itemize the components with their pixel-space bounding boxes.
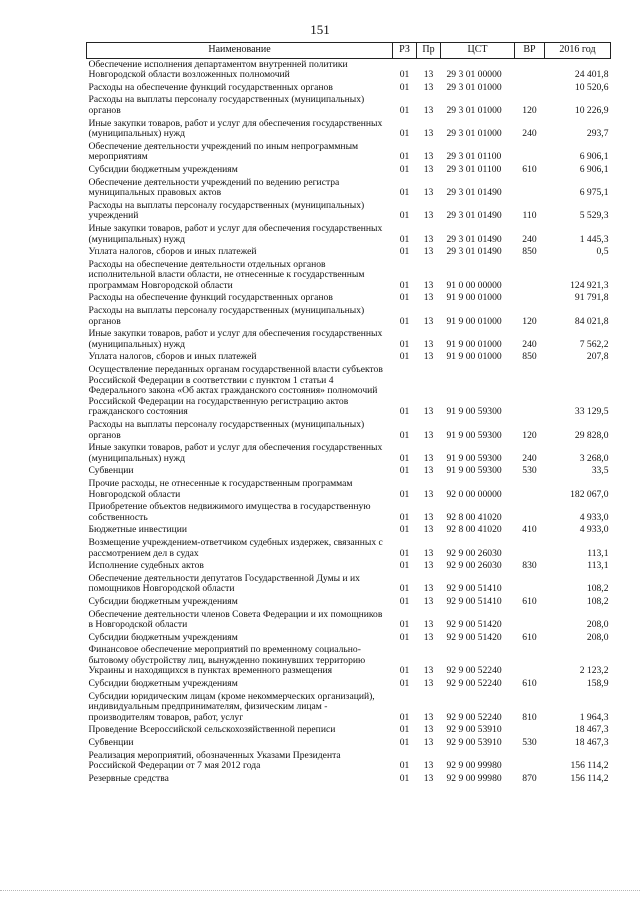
- cell-name: Субсидии бюджетным учреждениям: [88, 678, 238, 690]
- cell-rz: 01: [399, 279, 410, 291]
- cell-cst: 92 9 00 51420: [446, 631, 502, 643]
- cell-name: Прочие расходы, не отнесенные к государственным программам Новгородской области: [88, 477, 353, 500]
- table-row: [87, 442, 611, 465]
- cell-cst: 92 9 00 26030: [446, 560, 502, 572]
- table-row: [87, 501, 611, 524]
- cell-vr: 240: [522, 233, 537, 245]
- cell-name: Уплата налогов, сборов и иных платежей: [88, 246, 257, 258]
- cell-rz: 01: [399, 406, 410, 418]
- cell-cst: 29 3 01 01100: [446, 151, 502, 163]
- cell-name: Возмещение учреждением-ответчиком судебных издержек, связанных с рассмотрением дел в судах: [88, 536, 383, 559]
- cell-name: Субвенции: [88, 737, 134, 749]
- cell-cst: 92 9 00 51410: [446, 583, 502, 595]
- cell-vr: [515, 292, 545, 305]
- cell-name: Субсидии бюджетным учреждениям: [88, 163, 238, 175]
- cell-name: Расходы на выплаты персоналу государственных (муниципальных) органов: [88, 94, 365, 116]
- cell-rz: 01: [399, 560, 410, 572]
- cell-vr: 110: [522, 210, 537, 222]
- cell-pr: 13: [423, 711, 434, 723]
- cell-name: Иные закупки товаров, работ и услуг для обеспечения государственных (муниципальных) нужд: [88, 117, 383, 140]
- cell-pr: 13: [423, 511, 434, 523]
- cell-cst: 29 3 01 01490: [446, 210, 502, 222]
- cell-name: Субсидии бюджетным учреждениям: [88, 631, 238, 643]
- cell-name: Расходы на обеспечение функций государственных органов: [88, 81, 333, 93]
- cell-cst: 92 9 00 52240: [446, 665, 502, 677]
- cell-cst: 92 8 00 41020: [446, 524, 502, 536]
- cell-vr: [515, 609, 545, 632]
- cell-pr: 13: [423, 665, 434, 677]
- cell-rz: 01: [399, 595, 410, 607]
- scan-artifact-line: [0, 890, 640, 892]
- header-name: Наименование: [87, 43, 393, 59]
- cell-name: Обеспечение деятельности учреждений по ведению регистра муниципальных правовых актов: [88, 176, 340, 199]
- cell-amount: 293,7: [586, 128, 609, 140]
- table-row: [87, 82, 611, 95]
- cell-amount: 208,0: [586, 631, 609, 643]
- table-row: [87, 305, 611, 328]
- cell-cst: 92 9 00 99980: [446, 760, 502, 772]
- cell-amount: 207,8: [586, 351, 609, 363]
- cell-amount: 2 123,2: [579, 665, 609, 677]
- cell-vr: 240: [522, 452, 537, 464]
- table-row: [87, 364, 611, 419]
- cell-name: Приобретение объектов недвижимого имущества в государственную собственность: [88, 501, 371, 523]
- table-row: [87, 773, 611, 786]
- table-row: [87, 177, 611, 200]
- cell-vr: 610: [522, 595, 537, 607]
- cell-amount: 6 906,1: [579, 163, 609, 175]
- cell-amount: 208,0: [586, 619, 609, 631]
- cell-rz: 01: [399, 81, 410, 93]
- table-row: [87, 351, 611, 364]
- table-row: [87, 678, 611, 691]
- cell-vr: [515, 537, 545, 560]
- cell-pr: 13: [423, 429, 434, 441]
- table-row: [87, 223, 611, 246]
- cell-pr: 13: [423, 233, 434, 245]
- cell-vr: [515, 501, 545, 524]
- page-number: 151: [310, 22, 330, 37]
- header-year: 2016 год: [545, 43, 611, 59]
- cell-rz: 01: [399, 429, 410, 441]
- cell-name: Исполнение судебных актов: [88, 560, 204, 572]
- cell-amount: 6 975,1: [579, 187, 609, 199]
- cell-rz: 01: [399, 210, 410, 222]
- cell-rz: 01: [399, 104, 410, 116]
- cell-name: Обеспечение деятельности членов Совета Федерации и их помощников в Новгородской области: [88, 608, 383, 631]
- cell-vr: [515, 478, 545, 501]
- cell-cst: 92 9 00 52240: [446, 678, 502, 690]
- cell-rz: 01: [399, 338, 410, 350]
- cell-vr: [515, 750, 545, 773]
- cell-pr: 13: [423, 678, 434, 690]
- table-row: [87, 644, 611, 678]
- cell-cst: 92 9 00 51410: [446, 595, 502, 607]
- table-row: [87, 465, 611, 478]
- cell-rz: 01: [399, 163, 410, 175]
- cell-vr: [515, 364, 545, 419]
- cell-amount: 1 445,3: [579, 233, 609, 245]
- cell-rz: 01: [399, 488, 410, 500]
- cell-cst: 92 9 00 53910: [446, 737, 502, 749]
- cell-vr: [515, 141, 545, 164]
- cell-amount: 24 401,8: [574, 69, 609, 81]
- cell-rz: 01: [399, 678, 410, 690]
- cell-amount: 158,9: [586, 678, 609, 690]
- cell-amount: 6 906,1: [579, 151, 609, 163]
- cell-cst: 91 9 00 01000: [446, 338, 502, 350]
- cell-pr: 13: [423, 151, 434, 163]
- cell-cst: 91 0 00 00000: [446, 279, 502, 291]
- cell-name: Обеспечение деятельности депутатов Государственной Думы и их помощников Новгородской области: [88, 572, 360, 595]
- cell-pr: 13: [423, 187, 434, 199]
- cell-cst: 29 3 01 01490: [446, 246, 502, 258]
- cell-vr: 830: [522, 560, 537, 572]
- cell-amount: 156 114,2: [570, 760, 609, 772]
- cell-vr: 120: [522, 104, 537, 116]
- cell-name: Иные закупки товаров, работ и услуг для обеспечения государственных (муниципальных) нужд: [88, 222, 383, 245]
- table-row: [87, 537, 611, 560]
- table-header-row: [87, 43, 611, 59]
- cell-amount: 29 828,0: [574, 429, 609, 441]
- cell-rz: 01: [399, 69, 410, 81]
- cell-cst: 92 0 00 00000: [446, 488, 502, 500]
- cell-vr: 870: [522, 772, 537, 784]
- cell-cst: 91 9 00 01000: [446, 292, 502, 304]
- table-row: [87, 560, 611, 573]
- cell-rz: 01: [399, 724, 410, 736]
- cell-vr: [515, 82, 545, 95]
- cell-pr: 13: [423, 737, 434, 749]
- cell-pr: 13: [423, 338, 434, 350]
- cell-pr: 13: [423, 631, 434, 643]
- cell-vr: [515, 177, 545, 200]
- cell-cst: 92 9 00 52240: [446, 711, 502, 723]
- table-row: [87, 478, 611, 501]
- cell-name: Расходы на обеспечение деятельности отдельных органов исполнительной власти области, не отнесенные к государственным программам Новгородской области: [88, 258, 365, 291]
- cell-vr: 610: [522, 678, 537, 690]
- cell-vr: 810: [522, 711, 537, 723]
- cell-vr: 120: [522, 315, 537, 327]
- cell-cst: 91 9 00 59300: [446, 452, 502, 464]
- cell-vr: [515, 259, 545, 293]
- cell-rz: 01: [399, 737, 410, 749]
- cell-name: Уплата налогов, сборов и иных платежей: [88, 351, 257, 363]
- table-row: [87, 691, 611, 725]
- cell-amount: 108,2: [586, 595, 609, 607]
- cell-cst: 91 9 00 59300: [446, 406, 502, 418]
- cell-amount: 108,2: [586, 583, 609, 595]
- cell-name: Расходы на обеспечение функций государственных органов: [88, 292, 333, 304]
- cell-cst: 92 9 00 51420: [446, 619, 502, 631]
- cell-vr: 850: [522, 351, 537, 363]
- header-vr: ВР: [515, 43, 545, 59]
- header-cst: ЦСТ: [441, 43, 515, 59]
- cell-amount: 18 467,3: [574, 724, 609, 736]
- cell-vr: [515, 724, 545, 737]
- cell-name: Резервные средства: [88, 772, 169, 784]
- cell-pr: 13: [423, 128, 434, 140]
- cell-vr: 610: [522, 163, 537, 175]
- cell-cst: 91 9 00 01000: [446, 315, 502, 327]
- cell-cst: 91 9 00 59300: [446, 465, 502, 477]
- cell-name: Субсидии бюджетным учреждениям: [88, 595, 238, 607]
- table-row: [87, 632, 611, 645]
- cell-name: Проведение Всероссийской сельскохозяйственной переписи: [88, 724, 336, 736]
- cell-rz: 01: [399, 547, 410, 559]
- table-row: [87, 596, 611, 609]
- cell-rz: 01: [399, 465, 410, 477]
- table-row: [87, 58, 611, 82]
- cell-pr: 13: [423, 210, 434, 222]
- cell-pr: 13: [423, 104, 434, 116]
- cell-pr: 13: [423, 547, 434, 559]
- cell-cst: 92 9 00 53910: [446, 724, 502, 736]
- cell-amount: 7 562,2: [579, 338, 609, 350]
- cell-rz: 01: [399, 452, 410, 464]
- cell-name: Осуществление переданных органам государственной власти субъектов Российской Федерации в соответствии с пунктом 1 статьи 4 Федерального закона «Об актах гражданского состояния» полномочий Российской Федерации на государственную регистрацию актов гражданского состояния: [88, 364, 383, 418]
- cell-vr: 530: [522, 737, 537, 749]
- cell-vr: 240: [522, 128, 537, 140]
- cell-cst: 91 9 00 59300: [446, 429, 502, 441]
- cell-rz: 01: [399, 665, 410, 677]
- cell-name: Субвенции: [88, 465, 134, 477]
- table-row: [87, 737, 611, 750]
- cell-amount: 5 529,3: [579, 210, 609, 222]
- cell-rz: 01: [399, 524, 410, 536]
- cell-pr: 13: [423, 524, 434, 536]
- cell-name: Иные закупки товаров, работ и услуг для обеспечения государственных (муниципальных) нужд: [88, 328, 383, 350]
- table-row: [87, 609, 611, 632]
- table-row: [87, 200, 611, 223]
- cell-rz: 01: [399, 631, 410, 643]
- cell-cst: 92 9 00 99980: [446, 772, 502, 784]
- cell-vr: [515, 573, 545, 596]
- cell-rz: 01: [399, 711, 410, 723]
- cell-vr: 120: [522, 429, 537, 441]
- cell-amount: 124 921,3: [570, 279, 609, 291]
- cell-pr: 13: [423, 81, 434, 93]
- cell-cst: 29 3 01 01000: [446, 128, 502, 140]
- cell-cst: 29 3 01 01490: [446, 233, 502, 245]
- table-row: [87, 246, 611, 259]
- cell-pr: 13: [423, 619, 434, 631]
- cell-pr: 13: [423, 760, 434, 772]
- cell-name: Иные закупки товаров, работ и услуг для обеспечения государственных (муниципальных) нужд: [88, 442, 383, 464]
- table-row: [87, 259, 611, 293]
- cell-pr: 13: [423, 583, 434, 595]
- cell-rz: 01: [399, 233, 410, 245]
- header-pr: Пр: [417, 43, 441, 59]
- cell-rz: 01: [399, 315, 410, 327]
- cell-vr: 410: [522, 524, 537, 536]
- table-row: [87, 141, 611, 164]
- table-row: [87, 419, 611, 442]
- cell-amount: 10 520,6: [574, 81, 609, 93]
- cell-amount: 113,1: [587, 560, 609, 572]
- cell-pr: 13: [423, 772, 434, 784]
- cell-rz: 01: [399, 128, 410, 140]
- cell-vr: 240: [522, 338, 537, 350]
- cell-cst: 29 3 01 01490: [446, 187, 502, 199]
- cell-name: Расходы на выплаты персоналу государственных (муниципальных) органов: [88, 305, 365, 327]
- cell-vr: [515, 58, 545, 82]
- cell-amount: 1 964,3: [579, 711, 609, 723]
- cell-name: Расходы на выплаты персоналу государственных (муниципальных) органов: [88, 419, 365, 441]
- table-row: [87, 164, 611, 177]
- cell-amount: 84 021,8: [574, 315, 609, 327]
- cell-cst: 29 3 01 00000: [446, 69, 502, 81]
- cell-amount: 10 226,9: [574, 104, 609, 116]
- cell-amount: 3 268,0: [579, 452, 609, 464]
- cell-pr: 13: [423, 465, 434, 477]
- cell-vr: [515, 644, 545, 678]
- cell-name: Расходы на выплаты персоналу государственных (муниципальных) учреждений: [88, 199, 365, 222]
- cell-vr: 610: [522, 631, 537, 643]
- cell-name: Обеспечение исполнения департаментом внутренней политики Новгородской области возложенных полномочий: [88, 58, 348, 81]
- cell-rz: 01: [399, 246, 410, 258]
- table-row: [87, 292, 611, 305]
- budget-table: [86, 42, 611, 785]
- cell-rz: 01: [399, 292, 410, 304]
- cell-amount: 113,1: [587, 547, 609, 559]
- cell-vr: 850: [522, 246, 537, 258]
- cell-amount: 18 467,3: [574, 737, 609, 749]
- cell-pr: 13: [423, 315, 434, 327]
- cell-cst: 29 3 01 01100: [446, 163, 502, 175]
- cell-rz: 01: [399, 151, 410, 163]
- cell-name: Реализация мероприятий, обозначенных Указами Президента Российской Федерации от 7 мая 2012 года: [88, 749, 341, 772]
- table-row: [87, 524, 611, 537]
- cell-name: Обеспечение деятельности учреждений по иным непрограммным мероприятиям: [88, 140, 359, 163]
- cell-rz: 01: [399, 583, 410, 595]
- cell-pr: 13: [423, 724, 434, 736]
- cell-rz: 01: [399, 187, 410, 199]
- cell-amount: 0,5: [596, 246, 609, 258]
- cell-amount: 4 933,0: [579, 524, 609, 536]
- cell-vr: 530: [522, 465, 537, 477]
- table-row: [87, 573, 611, 596]
- table-row: [87, 118, 611, 141]
- cell-pr: 13: [423, 452, 434, 464]
- cell-pr: 13: [423, 279, 434, 291]
- table-body: [87, 58, 611, 785]
- cell-cst: 29 3 01 01000: [446, 81, 502, 93]
- cell-cst: 92 9 00 26030: [446, 547, 502, 559]
- header-rz: РЗ: [393, 43, 417, 59]
- cell-amount: 156 114,2: [570, 772, 609, 784]
- cell-pr: 13: [423, 595, 434, 607]
- cell-pr: 13: [423, 488, 434, 500]
- cell-pr: 13: [423, 246, 434, 258]
- cell-cst: 29 3 01 01000: [446, 104, 502, 116]
- cell-pr: 13: [423, 351, 434, 363]
- cell-name: Финансовое обеспечение мероприятий по временному социально-бытовому обустройству лиц, вынужденно покинувших территорию Украины и находящихся в пунктах временного размещения: [88, 644, 366, 677]
- cell-pr: 13: [423, 406, 434, 418]
- cell-pr: 13: [423, 69, 434, 81]
- cell-amount: 182 067,0: [570, 488, 609, 500]
- cell-pr: 13: [423, 560, 434, 572]
- cell-rz: 01: [399, 351, 410, 363]
- cell-amount: 33,5: [591, 465, 609, 477]
- table-row: [87, 328, 611, 351]
- cell-rz: 01: [399, 760, 410, 772]
- table-row: [87, 750, 611, 773]
- table-row: [87, 724, 611, 737]
- cell-rz: 01: [399, 511, 410, 523]
- cell-name: Бюджетные инвестиции: [88, 524, 187, 536]
- table-row: [87, 94, 611, 117]
- cell-amount: 91 791,8: [574, 292, 609, 304]
- cell-pr: 13: [423, 292, 434, 304]
- cell-rz: 01: [399, 772, 410, 784]
- cell-cst: 92 8 00 41020: [446, 511, 502, 523]
- cell-amount: 4 933,0: [579, 511, 609, 523]
- cell-rz: 01: [399, 619, 410, 631]
- cell-name: Субсидии юридическим лицам (кроме некоммерческих организаций), индивидуальным предпринимателям, физическим лицам - производителям товаров, работ, услуг: [88, 690, 375, 723]
- cell-amount: 33 129,5: [574, 406, 609, 418]
- cell-pr: 13: [423, 163, 434, 175]
- cell-cst: 91 9 00 01000: [446, 351, 502, 363]
